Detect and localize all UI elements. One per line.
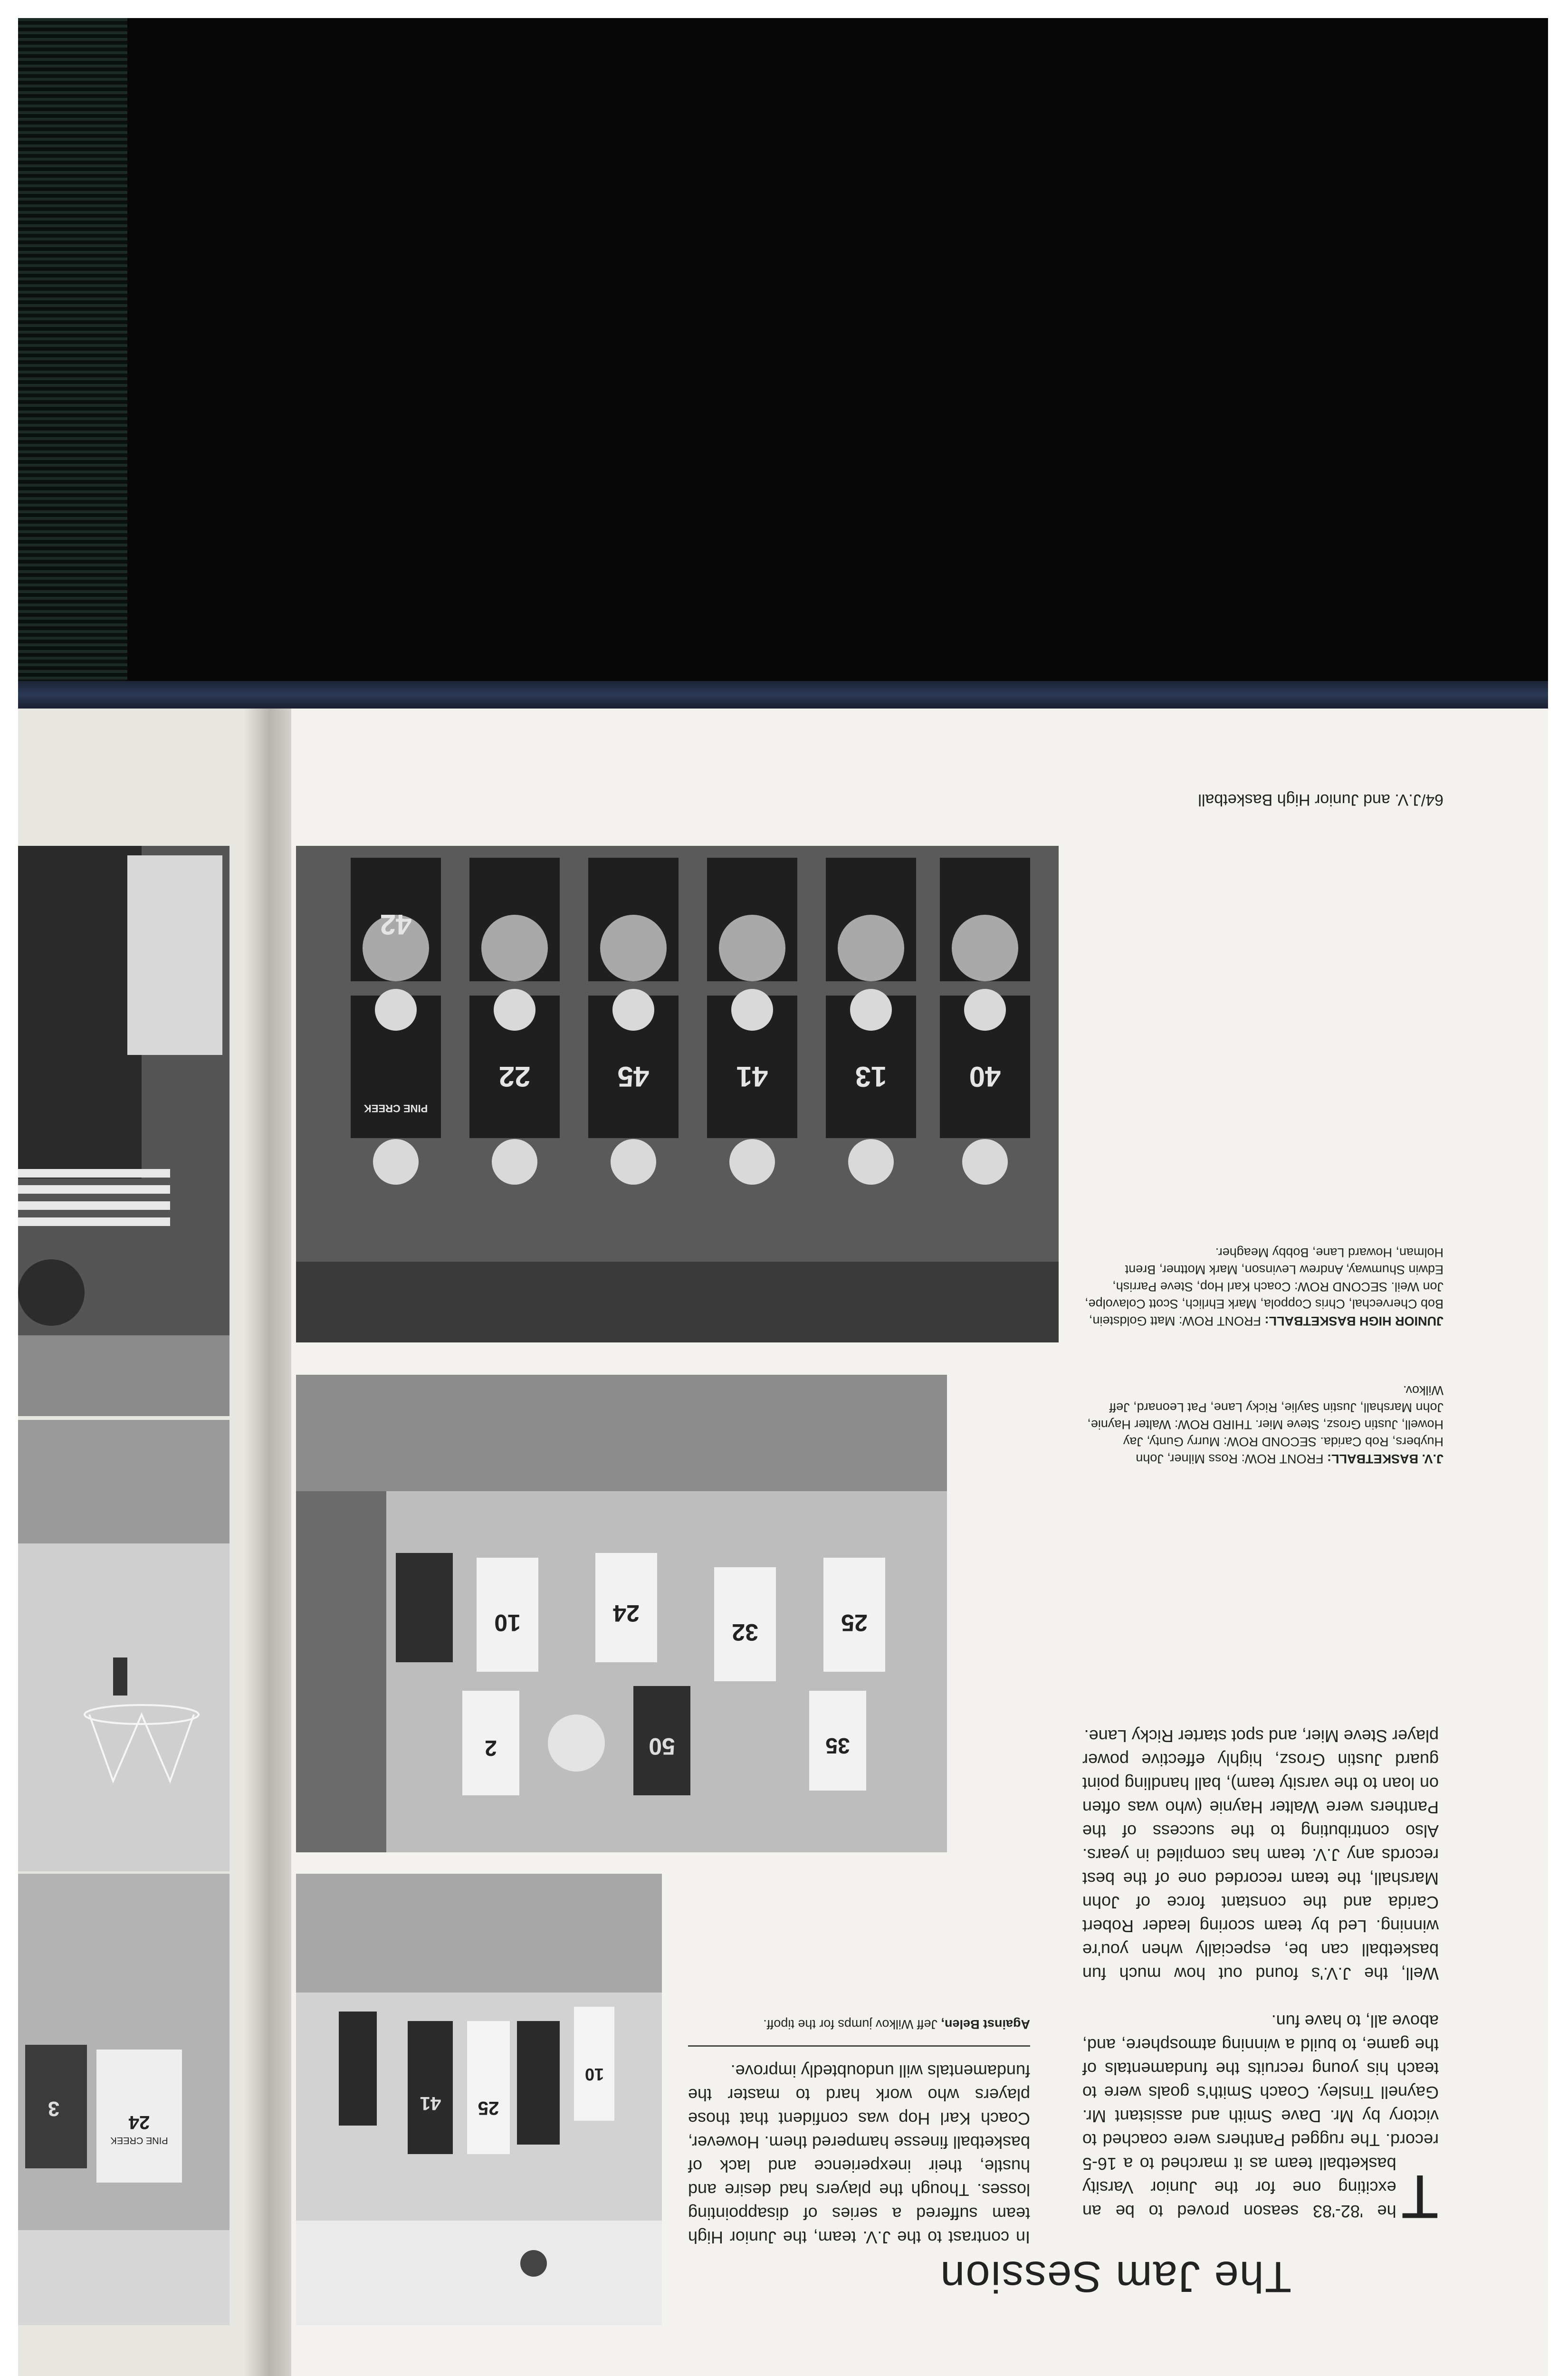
cover-spine-texture (18, 18, 127, 707)
drop-cap: T (1401, 2162, 1439, 2232)
tipoff-caption-text: Jeff Wilkov jumps for the tipoff. (763, 2017, 941, 2031)
jersey-number: 10 (494, 1610, 521, 1636)
jersey-text: PINE CREEK (110, 2135, 168, 2146)
tipoff-caption-lead: Against Belen, (941, 2017, 1030, 2031)
jv-caption-lead: J.V. BASKETBALL: (1327, 1452, 1444, 1466)
jh-caption-lead: JUNIOR HIGH BASKETBALL: (1264, 1314, 1444, 1328)
caption-divider (688, 2045, 1030, 2047)
jersey-number: 10 (584, 2065, 604, 2084)
jv-caption-text: FRONT ROW: Ross Milner, John Huybers, Rob Carida. SECOND ROW: Murry Gunty, Jay Howell, Justin Grosz, Steve Mier. THIRD ROW: Walter Haynie, John Marshall, Justin Saylie, Ricky Lane, Pat Leonard, Jeff Wilkov. (1087, 1383, 1444, 1466)
jv-caption (1082, 1383, 1444, 1467)
jersey-number: 3 (48, 2097, 60, 2120)
jersey-number: 45 (617, 1061, 650, 1092)
jersey-text: PINE CREEK (363, 1102, 428, 1114)
jersey-number: 24 (128, 2112, 150, 2133)
jh-caption-text: FRONT ROW: Matt Goldstein, Bob Chervechal, Chris Coppola, Mark Ehrlich, Scott Colavolpe, Jon Weil. SECOND ROW: Coach Karl Hop, Steve Parrish, Edwin Shumway, Andrew Levinson, Mark Mottner, Brent Holman, Howard Lane, Bobby Meagher. (1085, 1245, 1444, 1328)
jersey-number: 42 (380, 909, 412, 940)
left-page-photo-top (18, 846, 229, 1416)
jersey-number: 25 (841, 1610, 868, 1636)
jersey-number: 24 (613, 1600, 640, 1627)
scanned-page (18, 18, 1548, 2376)
tipoff-photo-art (296, 1874, 662, 2325)
article-body-intro: he '82-'83 season proved to be an exciting one for the Junior Varsity basketball team as it marched to a 16-5 record. The rugged Panthers were coached to victory by Mr. Dave Smith and assistant Mr. Gaynell Tinsley. Coach Smith's goals were to teach his young recruits the fundamentals of the game, to build a winning atmosphere, and, above all, to have fun. (1082, 2012, 1439, 2221)
jersey-number: 41 (420, 2093, 441, 2114)
jersey-number: 40 (969, 1061, 1001, 1092)
book-gutter (244, 709, 291, 2376)
jv-team-photo-art (296, 1375, 947, 1852)
article-column-1 (1082, 1726, 1439, 2232)
game-action-photo-art (18, 1874, 229, 2325)
page-folio: 64/J.V. and Junior High Basketball (1198, 791, 1444, 809)
tipoff-photo (296, 1874, 662, 2325)
left-page-photo-bottom (18, 1874, 229, 2325)
jersey-number: 22 (498, 1061, 531, 1092)
article-title: The Jam Session (939, 2252, 1291, 2301)
referee-photo-art (18, 846, 229, 1416)
basket-photo-art (18, 1420, 229, 1871)
jh-team-photo-art (296, 846, 1059, 1342)
cover-edge (18, 681, 1548, 709)
jersey-number: 2 (485, 1736, 497, 1761)
jersey-number: 25 (478, 2098, 499, 2118)
jersey-number: 32 (732, 1619, 758, 1646)
article-column-2 (688, 1997, 1030, 2249)
jv-team-photo (296, 1375, 947, 1852)
jersey-number: 35 (825, 1734, 850, 1758)
tipoff-caption (688, 2016, 1030, 2033)
jersey-number: 13 (855, 1061, 887, 1092)
jh-team-photo (296, 846, 1059, 1342)
jh-caption (1082, 1211, 1444, 1330)
book-cover (18, 18, 1548, 707)
jersey-number: 50 (649, 1733, 675, 1760)
article-body-jh: In contrast to the J.V. team, the Junior High team suffered a series of disappointing losses. Though the players had desire and hustle, their inexperience and lack of basketball finesse hampered them. However, Coach Karl Hop was confident that those players who work hard to master the fundamentals will undoubtedly improve. (688, 2061, 1030, 2247)
jersey-number: 41 (736, 1061, 768, 1092)
article-body-jv: Well, the J.V.'s found out how much fun basketball can be, especially when you're winning. Led by team scoring leader Robert Carida and the constant force of John Marshall, the team recorded one of the best records any J.V. team has compiled in years. Also contributing to the success of the Panthers were Walter Haynie (who was often on loan to the varsity team), ball handling point guard Justin Grosz, highly effective power player Steve Mier, and spot starter Ricky Lane. (1082, 1726, 1439, 1983)
left-page-photo-middle (18, 1420, 229, 1871)
